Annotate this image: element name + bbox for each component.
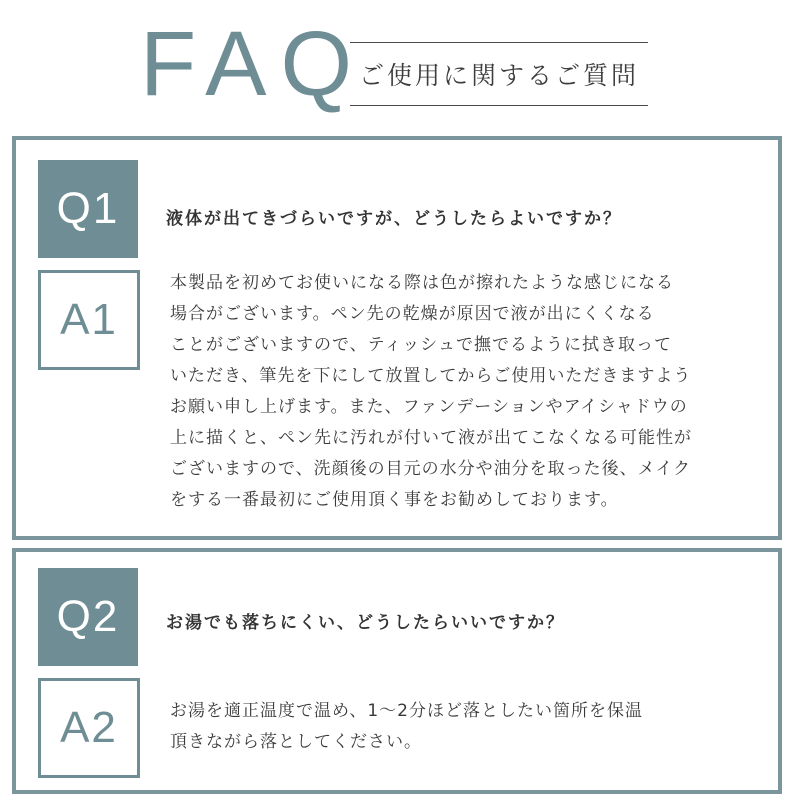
answer-text [170,696,770,758]
answer-line: ことがございますので、ティッシュで撫でるように拭き取って [170,335,672,355]
answer-line: お願い申し上げます。また、ファンデーションやアイシャドウの [170,397,688,417]
answer-line: いただき、筆先を下にして放置してからご使用いただきますよう [170,366,692,386]
faq-item-1 [12,136,782,540]
question-text: お湯でも落ちにくい、どうしたらいいですか？ [166,613,565,633]
question-text: 液体が出てきづらいですが、どうしたらよいですか？ [166,209,622,229]
page-subtitle: ご使用に関するご質問 [358,61,639,90]
question-badge: Q1 [38,160,138,258]
answer-line: をする一番最初にご使用頂く事をお勧めしております。 [170,490,619,510]
answer-line: 本製品を初めてお使いになる際は色が擦れたような感じになる [170,273,674,293]
question-badge: Q2 [38,568,138,666]
answer-text [170,268,770,516]
answer-line: 上に描くと、ペン先に汚れが付いて液が出てこなくなる可能性が [170,428,692,448]
faq-item-2 [12,548,782,794]
subtitle-box [350,42,648,106]
answer-line: お湯を適正温度で温め、1〜2分ほど落としたい箇所を保温 [170,701,643,721]
answer-line: ございますので、洗顔後の目元の水分や油分を取った後、メイク [170,459,691,479]
answer-badge: A1 [38,270,140,370]
answer-badge: A2 [38,678,140,778]
answer-line: 場合がございます。ペン先の乾燥が原因で液が出にくくなる [170,304,655,324]
page-title: FAQ [140,13,367,115]
answer-line: 頂きながら落としてください。 [170,732,422,752]
header [0,0,800,130]
